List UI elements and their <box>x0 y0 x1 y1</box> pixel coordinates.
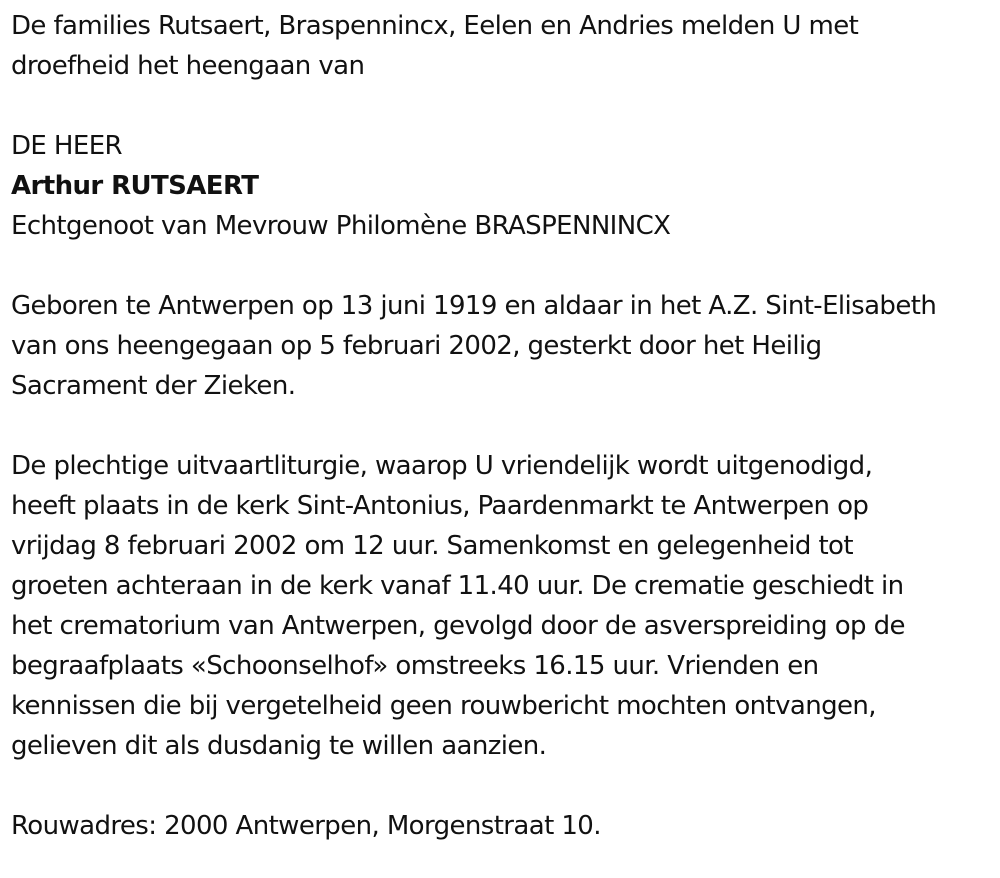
funeral-line: het crematorium van Antwerpen, gevolgd door de asverspreiding op de <box>11 611 905 641</box>
intro-paragraph <box>11 6 1000 86</box>
funeral-line: vrijdag 8 februari 2002 om 12 uur. Samenkomst en gelegenheid tot <box>11 531 853 561</box>
birth-death-line: van ons heengegaan op 5 februari 2002, gesterkt door het Heilig <box>11 331 822 361</box>
funeral-line: kennissen die bij vergetelheid geen rouwbericht mochten ontvangen, <box>11 691 876 721</box>
birth-death-line: Geboren te Antwerpen op 13 juni 1919 en aldaar in het A.Z. Sint-Elisabeth <box>11 291 937 321</box>
paragraph-spacer <box>11 766 1000 806</box>
intro-line: De families Rutsaert, Braspennincx, Eelen en Andries melden U met <box>11 11 859 41</box>
paragraph-spacer <box>11 246 1000 286</box>
funeral-line: begraafplaats «Schoonselhof» omstreeks 16.15 uur. Vrienden en <box>11 651 819 681</box>
spouse-line: Echtgenoot van Mevrouw Philomène BRASPENNINCX <box>11 211 671 241</box>
mourning-address: Rouwadres: 2000 Antwerpen, Morgenstraat 10. <box>11 811 601 841</box>
funeral-line: groeten achteraan in de kerk vanaf 11.40 uur. De crematie geschiedt in <box>11 571 904 601</box>
funeral-paragraph <box>11 446 1000 766</box>
funeral-line: De plechtige uitvaartliturgie, waarop U vriendelijk wordt uitgenodigd, <box>11 451 873 481</box>
deceased-name: Arthur RUTSAERT <box>11 171 259 201</box>
paragraph-spacer <box>11 406 1000 446</box>
funeral-line: heeft plaats in de kerk Sint-Antonius, Paardenmarkt te Antwerpen op <box>11 491 869 521</box>
paragraph-spacer <box>11 86 1000 126</box>
birth-death-line: Sacrament der Zieken. <box>11 371 296 401</box>
deceased-title: DE HEER <box>11 131 122 161</box>
funeral-line: gelieven dit als dusdanig te willen aanzien. <box>11 731 547 761</box>
intro-line: droefheid het heengaan van <box>11 51 365 81</box>
birth-death-paragraph <box>11 286 1000 406</box>
